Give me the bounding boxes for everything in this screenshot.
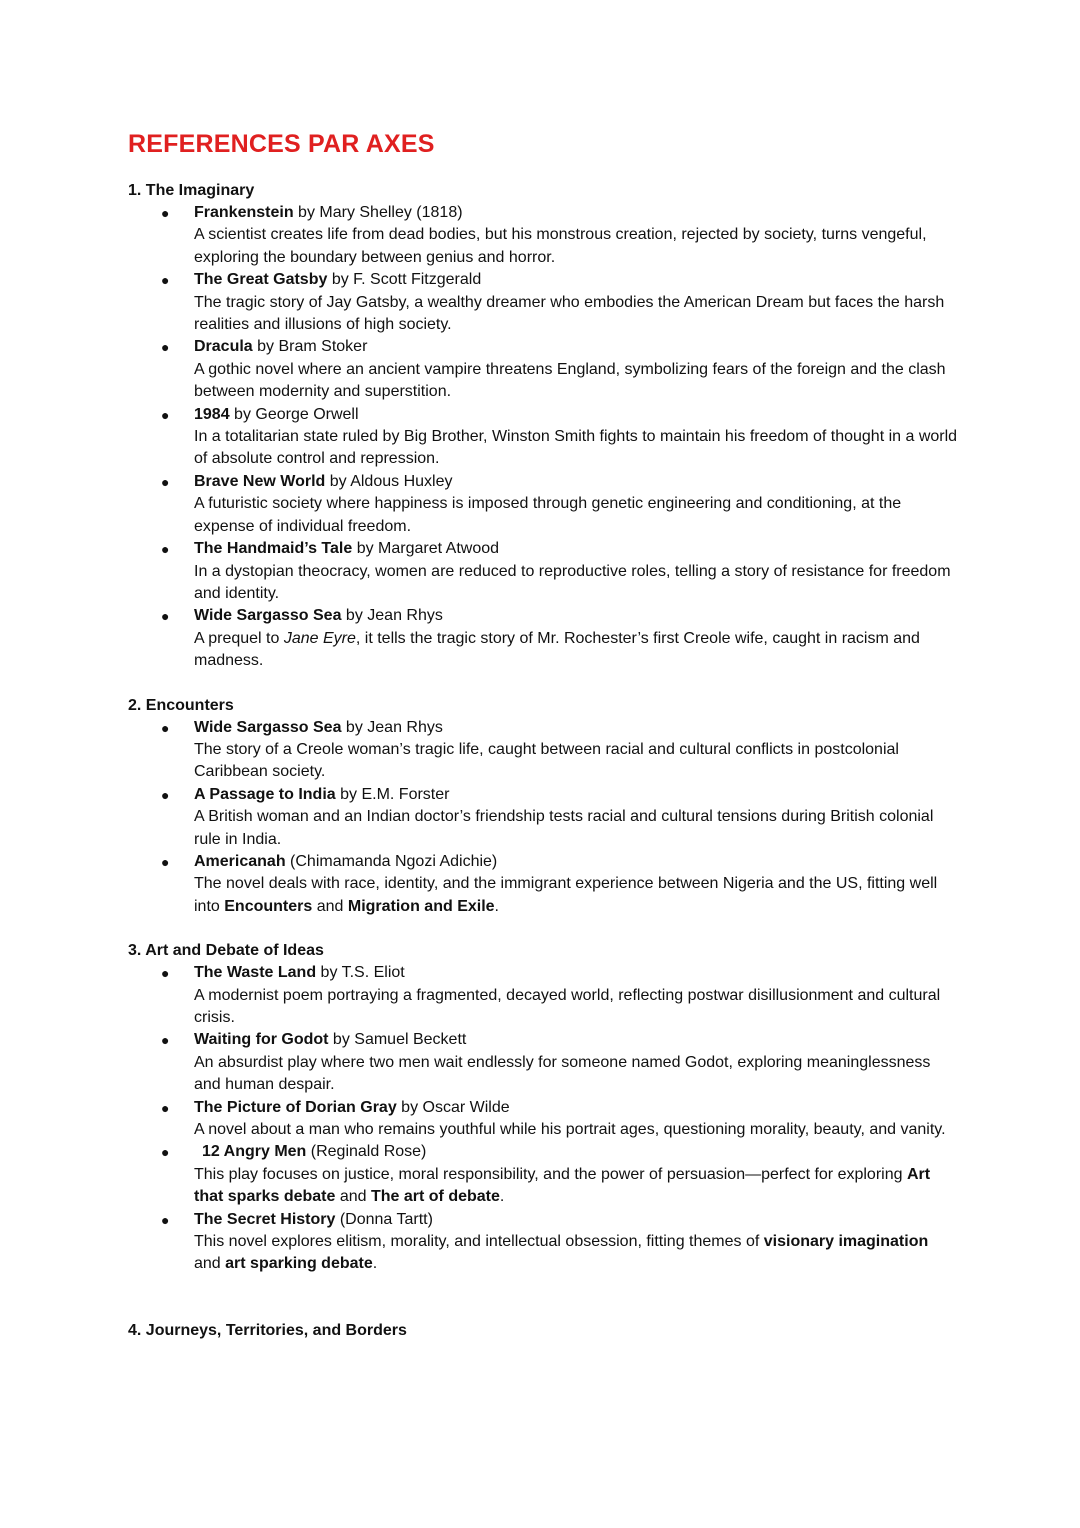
bullet-icon: ●: [161, 1099, 170, 1116]
book-description: A futuristic society where happiness is imposed through genetic engineering and conditioning, at the expense of individual freedom.: [194, 495, 902, 535]
book-description: In a dystopian theocracy, women are reduced to reproductive roles, telling a story of resistance for freedom and identity.: [194, 562, 951, 602]
spacer: [128, 918, 958, 940]
description-text: A prequel to: [194, 629, 284, 647]
list-item: [128, 605, 958, 672]
bullet-icon: ●: [161, 205, 170, 221]
section-heading: 4. Journeys, Territories, and Borders: [128, 1321, 407, 1339]
book-description: A novel about a man who remains youthful while his portrait ages, questioning morality, beauty, and vanity.: [194, 1121, 946, 1139]
theme-keyword: Encounters: [224, 897, 313, 915]
book-description: An absurdist play where two men wait endlessly for someone named Godot, exploring meaninglessness and human despair.: [194, 1053, 931, 1094]
theme-keyword: Migration and Exile: [347, 897, 495, 915]
book-title: Wide Sargasso Sea: [194, 607, 342, 625]
book-title: The Waste Land: [194, 964, 317, 982]
description-text: and: [312, 897, 348, 915]
list-item: [128, 404, 958, 471]
spacer: [128, 673, 958, 695]
description-text: This novel explores elitism, morality, and intellectual obsession, fitting themes of: [194, 1233, 764, 1251]
list-item: [128, 962, 958, 1029]
section-heading: 1. The Imaginary: [128, 182, 255, 199]
book-author: by Bram Stoker: [252, 338, 368, 356]
emphasized-title: Jane Eyre: [283, 629, 356, 647]
list-item: [128, 538, 958, 605]
list-item: [128, 1209, 958, 1276]
document-page: [128, 128, 958, 1342]
book-author: by Jean Rhys: [341, 718, 443, 736]
book-title: Frankenstein: [194, 204, 294, 221]
book-description: In a totalitarian state ruled by Big Brother, Winston Smith fights to maintain his freedom of thought in a world of absolute control and repression.: [194, 428, 958, 468]
book-title: Waiting for Godot: [194, 1031, 329, 1049]
book-title: A Passage to India: [194, 785, 336, 803]
theme-keyword: The art of debate: [370, 1188, 500, 1206]
book-author: by Jean Rhys: [341, 607, 443, 625]
description-text: This play focuses on justice, moral responsibility, and the power of persuasion—perfect for exploring: [194, 1165, 907, 1183]
list-item: [128, 784, 958, 851]
theme-keyword: visionary imagination: [763, 1233, 929, 1251]
reference-list: [128, 202, 958, 673]
page-title: REFERENCES PAR AXES: [128, 130, 435, 158]
book-author: (Donna Tartt): [335, 1210, 433, 1228]
description-text: The novel deals with race, identity, and the immigrant experience between Nigeria and the US, fitting well into: [194, 875, 938, 915]
book-author: by E.M. Forster: [335, 785, 450, 803]
book-author: by Aldous Huxley: [325, 472, 453, 490]
list-item: [128, 851, 958, 918]
book-description: [194, 873, 958, 918]
section-imaginary: [128, 180, 958, 673]
book-author: by Samuel Beckett: [328, 1031, 467, 1049]
theme-keyword: Art that sparks debate: [194, 1165, 931, 1206]
bullet-icon: ●: [161, 608, 170, 625]
bullet-icon: ●: [161, 853, 170, 870]
book-author: by Oscar Wilde: [396, 1098, 510, 1116]
bullet-icon: ●: [161, 272, 170, 289]
section-journeys: [128, 1320, 958, 1342]
description-text: .: [494, 897, 499, 915]
bullet-icon: ●: [161, 473, 170, 490]
book-description: A scientist creates life from dead bodies, but his monstrous creation, rejected by society, turns vengeful, exploring the boundary between genius and horror.: [194, 226, 927, 266]
book-description: A British woman and an Indian doctor’s friendship tests racial and cultural tensions during British colonial rule in India.: [194, 808, 934, 848]
list-item: [128, 269, 958, 336]
bullet-icon: ●: [161, 719, 170, 736]
book-description: A gothic novel where an ancient vampire threatens England, symbolizing fears of the foreign and the clash between modernity and superstition.: [194, 360, 946, 401]
book-title: The Great Gatsby: [194, 271, 328, 289]
description-text: .: [499, 1188, 505, 1206]
book-title: The Secret History: [194, 1210, 336, 1228]
book-title: The Handmaid’s Tale: [194, 540, 353, 558]
list-item: [128, 717, 958, 784]
book-description: The story of a Creole woman’s tragic life, caught between racial and cultural conflicts in postcolonial Caribbean society.: [194, 740, 899, 781]
list-item: [128, 202, 958, 269]
bullet-icon: ●: [161, 1211, 170, 1228]
description-text: and: [194, 1255, 226, 1273]
book-title: Wide Sargasso Sea: [194, 718, 342, 736]
list-item: [128, 471, 958, 538]
book-description: The tragic story of Jay Gatsby, a wealthy dreamer who embodies the American Dream but faces the harsh realities and illusions of high society.: [194, 293, 945, 334]
book-title: Americanah: [194, 852, 286, 870]
section-encounters: [128, 695, 958, 919]
section-heading: 2. Encounters: [128, 696, 234, 714]
description-text: and: [335, 1188, 371, 1206]
book-author: by F. Scott Fitzgerald: [327, 271, 482, 289]
bullet-icon: ●: [161, 541, 170, 558]
bullet-icon: ●: [161, 786, 170, 803]
list-item: [128, 1029, 958, 1096]
spacer: [128, 1276, 958, 1320]
book-title: The Picture of Dorian Gray: [194, 1098, 397, 1116]
book-author: by Margaret Atwood: [352, 540, 500, 558]
bullet-icon: ●: [161, 1032, 170, 1049]
book-description: A modernist poem portraying a fragmented, decayed world, reflecting postwar disillusionment and cultural crisis.: [194, 986, 941, 1026]
book-title: Dracula: [194, 338, 253, 356]
description-text: .: [372, 1255, 378, 1273]
book-title: 1984: [194, 405, 230, 423]
bullet-icon: ●: [161, 965, 170, 982]
list-item: [128, 1141, 958, 1208]
section-heading: 3. Art and Debate of Ideas: [128, 942, 324, 960]
book-author: by Mary Shelley (1818): [293, 204, 463, 221]
reference-list: [128, 962, 958, 1276]
reference-list: [128, 717, 958, 919]
bullet-icon: ●: [161, 1144, 170, 1161]
book-author: (Reginald Rose): [306, 1143, 427, 1161]
book-title: 12 Angry Men: [202, 1143, 307, 1161]
list-item: [128, 336, 958, 403]
list-item: [128, 1097, 958, 1142]
section-art-debate: [128, 940, 958, 1276]
book-description: [194, 1231, 958, 1276]
book-author: by George Orwell: [229, 405, 359, 423]
description-text: , it tells the tragic story of Mr. Rochester’s first Creole wife, caught in racism and madness.: [194, 629, 920, 670]
book-author: (Chimamanda Ngozi Adichie): [285, 852, 498, 870]
book-description: [194, 1164, 958, 1209]
book-title: Brave New World: [194, 472, 326, 490]
bullet-icon: ●: [161, 406, 170, 423]
bullet-icon: ●: [161, 339, 170, 356]
book-description: [194, 628, 958, 673]
book-author: by T.S. Eliot: [316, 964, 405, 982]
theme-keyword: art sparking debate: [225, 1255, 373, 1273]
